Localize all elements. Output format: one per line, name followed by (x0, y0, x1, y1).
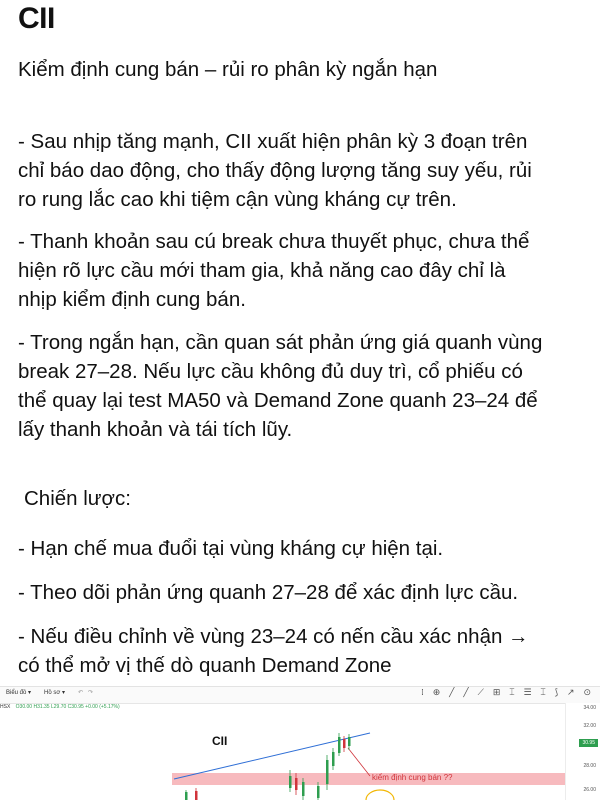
analysis-line: - Thanh khoản sau cú break chưa thuyết phục, chưa thể (18, 230, 530, 253)
candle-body (295, 778, 298, 790)
chart-ticker-label: CII (212, 734, 228, 748)
price-tick: 26.00 (583, 787, 596, 793)
candle-body (348, 737, 351, 746)
current-price-badge: 30.95 (579, 739, 598, 747)
strategy-line: - Hạn chế mua đuổi tại vùng kháng cự hiện tại. (18, 537, 444, 560)
strategy-line: - Nếu điều chỉnh về vùng 23–24 có nến cầu xác nhận → (18, 625, 529, 648)
interval-selector[interactable]: Biểu đồ ▾ (6, 690, 32, 696)
analysis-line: ro rung lắc cao khi tiệm cận vùng kháng cự trên. (18, 188, 457, 211)
analysis-line: chỉ báo dao động, cho thấy động lượng tăng suy yếu, rủi (18, 159, 532, 182)
strategy-line: - Theo dõi phản ứng quanh 27–28 để xác định lực cầu. (18, 581, 519, 604)
candle-body (185, 792, 188, 800)
analysis-line: nhịp kiểm định cung bán. (18, 288, 246, 311)
price-axis[interactable] (565, 703, 600, 800)
analysis-line: lấy thanh khoản và tái tích lũy. (18, 418, 293, 441)
candle-body (317, 786, 320, 798)
analysis-line: - Sau nhịp tăng mạnh, CII xuất hiện phân kỳ 3 đoạn trên (18, 130, 528, 153)
drawing-tools[interactable]: ⁞ ⊕ ╱ ╱ ⟋ ⊞ ⌶ ☰ ⌶ ⟆ ↗ ⊙ (420, 688, 594, 698)
candle-body (289, 776, 292, 788)
analysis-line: thể quay lại test MA50 và Demand Zone quanh 23–24 để (18, 389, 538, 412)
price-tick: 32.00 (583, 723, 596, 729)
note-ticker-title: CII (18, 2, 55, 35)
undo-icon[interactable]: ↶ (78, 690, 84, 696)
profile-selector[interactable]: Hồ sơ ▾ (44, 690, 65, 696)
strategy-line: có thể mở vị thế dò quanh Demand Zone (18, 654, 392, 677)
price-tick: 34.00 (583, 705, 596, 711)
candle-body (338, 737, 341, 753)
candle-body (302, 782, 305, 796)
redo-icon[interactable]: ↷ (88, 690, 94, 696)
candle-body (343, 739, 346, 748)
trendline (174, 733, 370, 779)
candle-body (332, 752, 335, 766)
annotation-arrow (348, 748, 370, 776)
candle-body (326, 760, 329, 784)
chart-annotation: kiểm định cung bán ?? (372, 773, 453, 782)
analysis-line: break 27–28. Nếu lực cầu không đủ duy trì, cổ phiếu có (18, 360, 523, 383)
strategy-title: Chiến lược: (24, 487, 131, 510)
note-subtitle: Kiểm định cung bán – rủi ro phân kỳ ngắn hạn (18, 58, 438, 81)
analysis-line: - Trong ngắn hạn, cần quan sát phản ứng giá quanh vùng (18, 331, 543, 354)
price-tick: 28.00 (583, 763, 596, 769)
exchange-label: HSX (0, 704, 11, 710)
ohlc-values: O30.00 H31.35 L29.70 C30.95 +0.00 (+5.17%) (15, 704, 120, 710)
highlight-circle (366, 790, 394, 800)
candle-body (195, 791, 198, 800)
analysis-line: hiện rõ lực cầu mới tham gia, khả năng cao đây chỉ là (18, 259, 506, 282)
